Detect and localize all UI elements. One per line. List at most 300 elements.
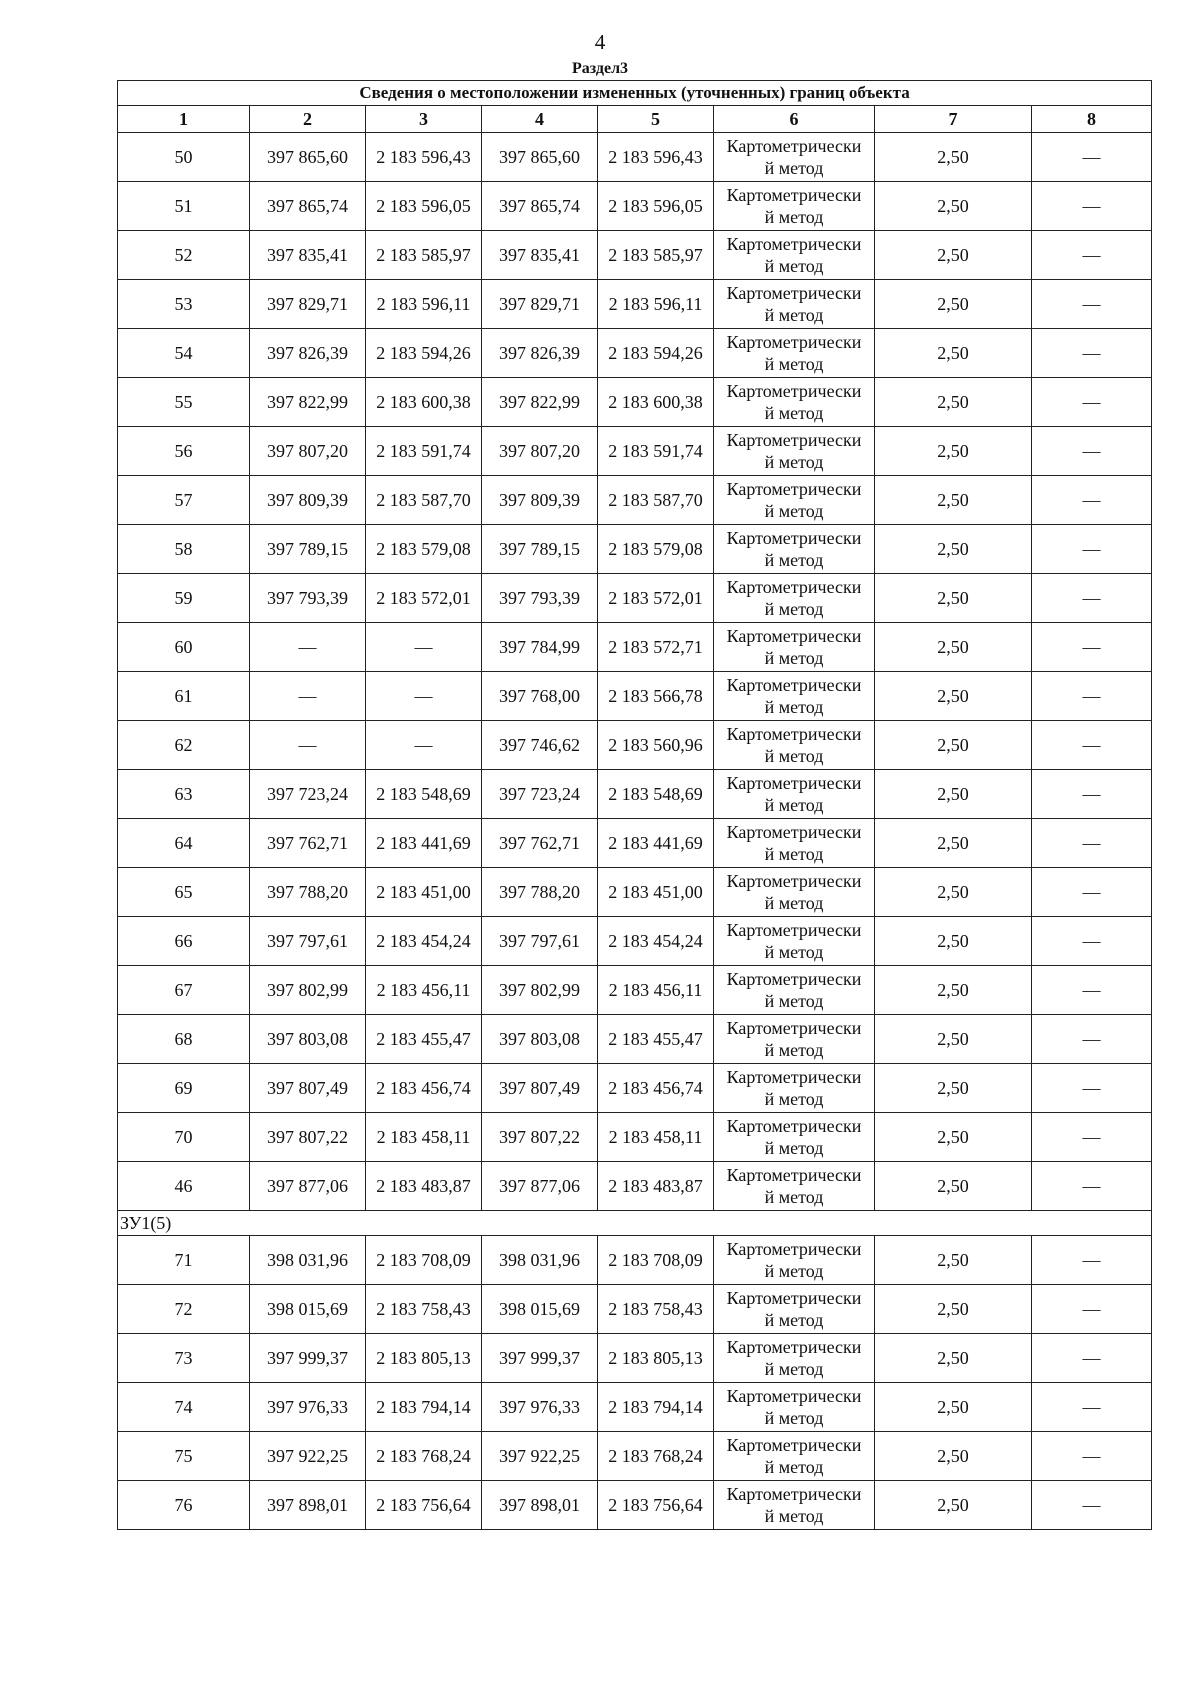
table-cell: 397 807,49 <box>482 1064 598 1113</box>
table-cell: 64 <box>118 819 250 868</box>
accuracy-cell: 2,50 <box>875 1334 1032 1383</box>
table-cell: 2 183 483,87 <box>366 1162 482 1211</box>
table-row <box>118 672 1152 721</box>
accuracy-cell: 2,50 <box>875 868 1032 917</box>
table-cell: 2 183 768,24 <box>598 1432 714 1481</box>
method-line: Картометрически <box>726 822 862 842</box>
table-cell: 397 877,06 <box>482 1162 598 1211</box>
method-cell <box>714 868 875 917</box>
table-cell: 2 183 572,01 <box>366 574 482 623</box>
table-row <box>118 378 1152 427</box>
column-number-row <box>118 106 1152 133</box>
table-cell: 2 183 454,24 <box>366 917 482 966</box>
accuracy-cell: 2,50 <box>875 231 1032 280</box>
table-cell: 63 <box>118 770 250 819</box>
table-cell: 2 183 585,97 <box>366 231 482 280</box>
table-row <box>118 1383 1152 1432</box>
table-cell: 51 <box>118 182 250 231</box>
dash-cell: — <box>1032 1113 1152 1162</box>
method-line: й метод <box>764 1408 824 1428</box>
table-cell: 2 183 596,43 <box>366 133 482 182</box>
table-cell: 52 <box>118 231 250 280</box>
method-line: й метод <box>764 452 824 472</box>
table-row <box>118 133 1152 182</box>
table-cell: 397 809,39 <box>250 476 366 525</box>
table-cell: 2 183 758,43 <box>598 1285 714 1334</box>
table-cell: 397 746,62 <box>482 721 598 770</box>
method-cell <box>714 525 875 574</box>
table-cell: 2 183 566,78 <box>598 672 714 721</box>
table-cell: — <box>366 672 482 721</box>
table-cell: 2 183 768,24 <box>366 1432 482 1481</box>
table-cell: 2 183 596,43 <box>598 133 714 182</box>
method-line: Картометрически <box>726 626 862 646</box>
method-line: Картометрически <box>726 1239 862 1259</box>
column-number: 5 <box>598 106 714 133</box>
accuracy-cell: 2,50 <box>875 574 1032 623</box>
method-line: Картометрически <box>726 724 862 744</box>
table-row <box>118 770 1152 819</box>
table-cell: 397 723,24 <box>250 770 366 819</box>
table-cell: 2 183 758,43 <box>366 1285 482 1334</box>
table-cell: 2 183 585,97 <box>598 231 714 280</box>
table-cell: 72 <box>118 1285 250 1334</box>
method-line: Картометрически <box>726 1288 862 1308</box>
table-cell: 2 183 458,11 <box>366 1113 482 1162</box>
table-cell: 58 <box>118 525 250 574</box>
table-cell: 397 789,15 <box>250 525 366 574</box>
method-line: Картометрически <box>726 1116 862 1136</box>
table-cell: 71 <box>118 1236 250 1285</box>
accuracy-cell: 2,50 <box>875 966 1032 1015</box>
accuracy-cell: 2,50 <box>875 770 1032 819</box>
table-row <box>118 868 1152 917</box>
method-cell <box>714 280 875 329</box>
method-line: й метод <box>764 1506 824 1526</box>
table-cell: 57 <box>118 476 250 525</box>
dash-cell: — <box>1032 1285 1152 1334</box>
dash-cell: — <box>1032 476 1152 525</box>
table-cell: 73 <box>118 1334 250 1383</box>
table-cell: 397 922,25 <box>482 1432 598 1481</box>
accuracy-cell: 2,50 <box>875 819 1032 868</box>
method-line: й метод <box>764 1187 824 1207</box>
table-cell: 66 <box>118 917 250 966</box>
group-label: ЗУ1(5) <box>118 1211 1152 1236</box>
table-cell: 61 <box>118 672 250 721</box>
table-cell: 2 183 455,47 <box>366 1015 482 1064</box>
method-cell <box>714 917 875 966</box>
table-cell: 76 <box>118 1481 250 1530</box>
table-row <box>118 1432 1152 1481</box>
table-cell: 65 <box>118 868 250 917</box>
table-cell: 62 <box>118 721 250 770</box>
table-cell: 70 <box>118 1113 250 1162</box>
column-number: 3 <box>366 106 482 133</box>
method-line: й метод <box>764 1359 824 1379</box>
table-cell: 2 183 794,14 <box>366 1383 482 1432</box>
table-cell: 397 803,08 <box>482 1015 598 1064</box>
method-line: Картометрически <box>726 1018 862 1038</box>
table-cell: 2 183 572,71 <box>598 623 714 672</box>
dash-cell: — <box>1032 525 1152 574</box>
table-cell: 2 183 756,64 <box>366 1481 482 1530</box>
table-cell: 397 807,20 <box>482 427 598 476</box>
table-cell: 2 183 756,64 <box>598 1481 714 1530</box>
table-cell: 2 183 594,26 <box>598 329 714 378</box>
accuracy-cell: 2,50 <box>875 1162 1032 1211</box>
method-line: й метод <box>764 256 824 276</box>
table-cell: 397 865,60 <box>250 133 366 182</box>
column-number: 8 <box>1032 106 1152 133</box>
method-line: й метод <box>764 1138 824 1158</box>
table-cell: 2 183 587,70 <box>598 476 714 525</box>
table-cell: 2 183 456,11 <box>598 966 714 1015</box>
accuracy-cell: 2,50 <box>875 182 1032 231</box>
dash-cell: — <box>1032 1015 1152 1064</box>
dash-cell: — <box>1032 574 1152 623</box>
accuracy-cell: 2,50 <box>875 1481 1032 1530</box>
table-cell: 2 183 708,09 <box>366 1236 482 1285</box>
method-line: Картометрически <box>726 234 862 254</box>
table-cell: 397 999,37 <box>482 1334 598 1383</box>
accuracy-cell: 2,50 <box>875 721 1032 770</box>
method-cell <box>714 1162 875 1211</box>
method-line: Картометрически <box>726 1337 862 1357</box>
table-cell: 397 999,37 <box>250 1334 366 1383</box>
table-cell: 2 183 579,08 <box>598 525 714 574</box>
method-cell <box>714 1113 875 1162</box>
method-cell <box>714 1432 875 1481</box>
table-cell: 397 802,99 <box>482 966 598 1015</box>
table-row <box>118 1285 1152 1334</box>
column-number: 2 <box>250 106 366 133</box>
table-row <box>118 1334 1152 1383</box>
method-line: Картометрически <box>726 332 862 352</box>
table-cell: 53 <box>118 280 250 329</box>
method-line: Картометрически <box>726 430 862 450</box>
table-cell: 397 803,08 <box>250 1015 366 1064</box>
accuracy-cell: 2,50 <box>875 1015 1032 1064</box>
method-cell <box>714 1383 875 1432</box>
table-cell: 397 807,49 <box>250 1064 366 1113</box>
dash-cell: — <box>1032 378 1152 427</box>
table-cell: — <box>250 721 366 770</box>
method-line: й метод <box>764 550 824 570</box>
method-cell <box>714 329 875 378</box>
table-cell: 397 865,60 <box>482 133 598 182</box>
table-cell: 2 183 548,69 <box>366 770 482 819</box>
method-line: й метод <box>764 746 824 766</box>
method-line: й метод <box>764 1261 824 1281</box>
dash-cell: — <box>1032 182 1152 231</box>
table-cell: 397 807,22 <box>250 1113 366 1162</box>
table-cell: 397 793,39 <box>250 574 366 623</box>
accuracy-cell: 2,50 <box>875 1432 1032 1481</box>
column-number: 6 <box>714 106 875 133</box>
dash-cell: — <box>1032 133 1152 182</box>
table-cell: 74 <box>118 1383 250 1432</box>
method-cell <box>714 1015 875 1064</box>
method-line: й метод <box>764 991 824 1011</box>
method-line: Картометрически <box>726 283 862 303</box>
dash-cell: — <box>1032 1432 1152 1481</box>
method-cell <box>714 231 875 280</box>
table-cell: 2 183 805,13 <box>366 1334 482 1383</box>
table-cell: 397 807,22 <box>482 1113 598 1162</box>
method-line: Картометрически <box>726 136 862 156</box>
table-cell: 2 183 591,74 <box>598 427 714 476</box>
table-cell: 397 784,99 <box>482 623 598 672</box>
table-cell: 398 031,96 <box>250 1236 366 1285</box>
table-row <box>118 1113 1152 1162</box>
table-row <box>118 574 1152 623</box>
table-cell: — <box>366 623 482 672</box>
dash-cell: — <box>1032 1162 1152 1211</box>
table-cell: 2 183 456,74 <box>366 1064 482 1113</box>
table-cell: 2 183 579,08 <box>366 525 482 574</box>
table-cell: 69 <box>118 1064 250 1113</box>
table-cell: 2 183 456,11 <box>366 966 482 1015</box>
method-cell <box>714 1236 875 1285</box>
table-cell: 397 797,61 <box>250 917 366 966</box>
table-row <box>118 525 1152 574</box>
method-line: й метод <box>764 844 824 864</box>
table-cell: 397 826,39 <box>482 329 598 378</box>
table-row <box>118 182 1152 231</box>
method-line: Картометрически <box>726 969 862 989</box>
method-line: Картометрически <box>726 1435 862 1455</box>
group-row <box>118 1211 1152 1236</box>
accuracy-cell: 2,50 <box>875 525 1032 574</box>
dash-cell: — <box>1032 1334 1152 1383</box>
accuracy-cell: 2,50 <box>875 133 1032 182</box>
table-cell: 60 <box>118 623 250 672</box>
dash-cell: — <box>1032 427 1152 476</box>
method-line: й метод <box>764 305 824 325</box>
method-cell <box>714 819 875 868</box>
column-number: 4 <box>482 106 598 133</box>
table-row <box>118 280 1152 329</box>
table-cell: 397 829,71 <box>250 280 366 329</box>
table-cell: 397 826,39 <box>250 329 366 378</box>
accuracy-cell: 2,50 <box>875 672 1032 721</box>
coordinates-table <box>117 80 1152 1530</box>
dash-cell: — <box>1032 672 1152 721</box>
table-cell: — <box>250 623 366 672</box>
table-cell: 397 768,00 <box>482 672 598 721</box>
method-line: Картометрически <box>726 577 862 597</box>
method-line: Картометрически <box>726 479 862 499</box>
method-line: й метод <box>764 795 824 815</box>
method-line: й метод <box>764 648 824 668</box>
table-cell: 397 898,01 <box>250 1481 366 1530</box>
method-line: Картометрически <box>726 1165 862 1185</box>
dash-cell: — <box>1032 819 1152 868</box>
table-cell: 398 015,69 <box>250 1285 366 1334</box>
method-cell <box>714 966 875 1015</box>
page-number: 4 <box>594 30 606 54</box>
method-cell <box>714 672 875 721</box>
table-cell: 397 898,01 <box>482 1481 598 1530</box>
table-cell: 2 183 451,00 <box>366 868 482 917</box>
table-cell: 397 822,99 <box>482 378 598 427</box>
table-cell: 2 183 596,11 <box>598 280 714 329</box>
dash-cell: — <box>1032 721 1152 770</box>
method-line: Картометрически <box>726 381 862 401</box>
table-cell: 397 822,99 <box>250 378 366 427</box>
method-line: й метод <box>764 893 824 913</box>
method-line: Картометрически <box>726 773 862 793</box>
table-cell: 397 835,41 <box>250 231 366 280</box>
method-cell <box>714 574 875 623</box>
method-cell <box>714 770 875 819</box>
accuracy-cell: 2,50 <box>875 1064 1032 1113</box>
accuracy-cell: 2,50 <box>875 427 1032 476</box>
table-cell: 397 762,71 <box>250 819 366 868</box>
table-cell: 50 <box>118 133 250 182</box>
table-cell: 397 802,99 <box>250 966 366 1015</box>
table-row <box>118 917 1152 966</box>
method-line: й метод <box>764 599 824 619</box>
dash-cell: — <box>1032 966 1152 1015</box>
table-cell: 397 865,74 <box>250 182 366 231</box>
table-cell: 2 183 455,47 <box>598 1015 714 1064</box>
table-body <box>118 81 1152 1530</box>
dash-cell: — <box>1032 1236 1152 1285</box>
method-line: Картометрически <box>726 1067 862 1087</box>
table-cell: 397 789,15 <box>482 525 598 574</box>
table-row <box>118 966 1152 1015</box>
method-cell <box>714 1481 875 1530</box>
method-line: Картометрически <box>726 1386 862 1406</box>
dash-cell: — <box>1032 868 1152 917</box>
table-cell: 2 183 560,96 <box>598 721 714 770</box>
table-cell: 2 183 587,70 <box>366 476 482 525</box>
method-cell <box>714 1334 875 1383</box>
table-cell: 2 183 596,05 <box>366 182 482 231</box>
table-cell: 46 <box>118 1162 250 1211</box>
method-line: Картометрически <box>726 920 862 940</box>
method-line: Картометрически <box>726 528 862 548</box>
table-row <box>118 819 1152 868</box>
table-row <box>118 1236 1152 1285</box>
table-cell: 397 788,20 <box>482 868 598 917</box>
method-cell <box>714 721 875 770</box>
table-cell: 2 183 591,74 <box>366 427 482 476</box>
method-cell <box>714 427 875 476</box>
table-cell: 56 <box>118 427 250 476</box>
table-cell: 2 183 456,74 <box>598 1064 714 1113</box>
table-cell: 397 809,39 <box>482 476 598 525</box>
method-line: й метод <box>764 403 824 423</box>
table-cell: 2 183 794,14 <box>598 1383 714 1432</box>
dash-cell: — <box>1032 1481 1152 1530</box>
table-caption-row <box>118 81 1152 106</box>
table-cell: 2 183 451,00 <box>598 868 714 917</box>
table-cell: 397 797,61 <box>482 917 598 966</box>
method-line: й метод <box>764 501 824 521</box>
method-line: Картометрически <box>726 871 862 891</box>
table-cell: 2 183 596,11 <box>366 280 482 329</box>
table-row <box>118 623 1152 672</box>
table-cell: 397 723,24 <box>482 770 598 819</box>
table-cell: 397 793,39 <box>482 574 598 623</box>
column-number: 7 <box>875 106 1032 133</box>
table-cell: 2 183 441,69 <box>598 819 714 868</box>
accuracy-cell: 2,50 <box>875 917 1032 966</box>
table-cell: 2 183 483,87 <box>598 1162 714 1211</box>
table-row <box>118 1162 1152 1211</box>
dash-cell: — <box>1032 917 1152 966</box>
dash-cell: — <box>1032 1383 1152 1432</box>
method-line: й метод <box>764 354 824 374</box>
table-cell: 2 183 600,38 <box>366 378 482 427</box>
section-title: Раздел3 <box>571 60 629 77</box>
table-cell: 2 183 805,13 <box>598 1334 714 1383</box>
table-row <box>118 1064 1152 1113</box>
method-line: Картометрически <box>726 675 862 695</box>
accuracy-cell: 2,50 <box>875 1236 1032 1285</box>
accuracy-cell: 2,50 <box>875 1383 1032 1432</box>
table-cell: 2 183 594,26 <box>366 329 482 378</box>
table-cell: 55 <box>118 378 250 427</box>
method-cell <box>714 133 875 182</box>
table-cell: 397 788,20 <box>250 868 366 917</box>
table-row <box>118 476 1152 525</box>
accuracy-cell: 2,50 <box>875 623 1032 672</box>
table-cell: 2 183 458,11 <box>598 1113 714 1162</box>
table-cell: 397 922,25 <box>250 1432 366 1481</box>
accuracy-cell: 2,50 <box>875 378 1032 427</box>
method-line: й метод <box>764 1040 824 1060</box>
method-line: й метод <box>764 207 824 227</box>
table-row <box>118 329 1152 378</box>
table-cell: 75 <box>118 1432 250 1481</box>
table-row <box>118 1481 1152 1530</box>
dash-cell: — <box>1032 770 1152 819</box>
accuracy-cell: 2,50 <box>875 329 1032 378</box>
method-cell <box>714 623 875 672</box>
table-cell: 397 807,20 <box>250 427 366 476</box>
table-cell: 68 <box>118 1015 250 1064</box>
dash-cell: — <box>1032 231 1152 280</box>
table-cell: — <box>250 672 366 721</box>
table-cell: 59 <box>118 574 250 623</box>
table-cell: 397 877,06 <box>250 1162 366 1211</box>
accuracy-cell: 2,50 <box>875 1113 1032 1162</box>
table-cell: 397 865,74 <box>482 182 598 231</box>
dash-cell: — <box>1032 1064 1152 1113</box>
table-cell: 398 015,69 <box>482 1285 598 1334</box>
table-cell: 397 829,71 <box>482 280 598 329</box>
table-row <box>118 427 1152 476</box>
method-line: й метод <box>764 1457 824 1477</box>
table-cell: 2 183 708,09 <box>598 1236 714 1285</box>
method-line: й метод <box>764 942 824 962</box>
table-cell: 2 183 454,24 <box>598 917 714 966</box>
table-cell: — <box>366 721 482 770</box>
method-line: й метод <box>764 1310 824 1330</box>
table-cell: 2 183 596,05 <box>598 182 714 231</box>
table-row <box>118 231 1152 280</box>
table-cell: 2 183 572,01 <box>598 574 714 623</box>
table-cell: 398 031,96 <box>482 1236 598 1285</box>
method-line: й метод <box>764 158 824 178</box>
table-cell: 2 183 441,69 <box>366 819 482 868</box>
dash-cell: — <box>1032 329 1152 378</box>
method-line: Картометрически <box>726 185 862 205</box>
